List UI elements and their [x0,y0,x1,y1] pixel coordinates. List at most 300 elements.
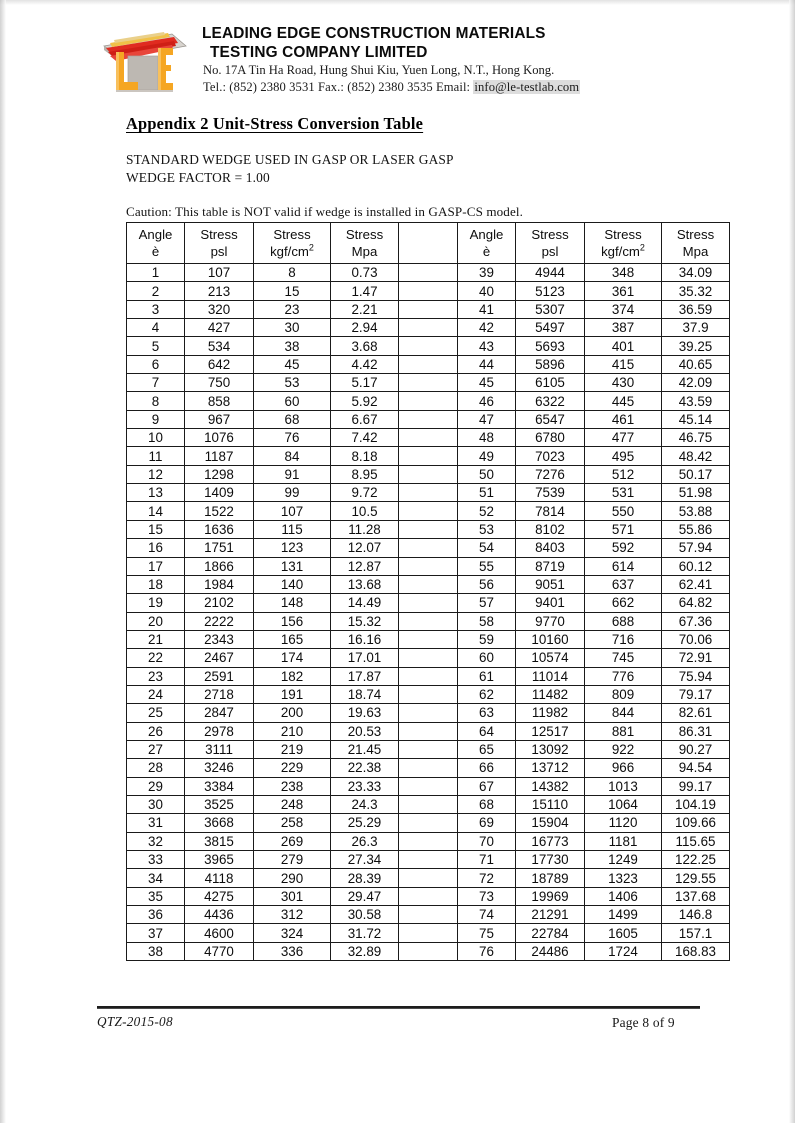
cell-right-angle: 47 [458,410,516,428]
table-row [127,355,730,373]
cell-spacer [399,942,458,960]
cell-left-psl: 642 [185,355,254,373]
cell-spacer [399,814,458,832]
table-row [127,851,730,869]
table-row [127,832,730,850]
cell-left-mpa: 3.68 [331,337,399,355]
cell-right-mpa: 36.59 [662,300,730,318]
header-angle-left [127,223,185,264]
cell-left-psl: 1751 [185,539,254,557]
cell-left-angle: 34 [127,869,185,887]
cell-left-mpa: 30.58 [331,906,399,924]
unit-stress-conversion-table [126,222,730,961]
cell-right-angle: 76 [458,942,516,960]
header-kgf-left-top: Stress [273,227,311,242]
table-row [127,667,730,685]
cell-left-kgf: 38 [254,337,331,355]
cell-left-kgf: 269 [254,832,331,850]
cell-right-mpa: 64.82 [662,594,730,612]
company-email-link[interactable]: info@le-testlab.com [474,80,580,94]
cell-right-mpa: 109.66 [662,814,730,832]
header-angle-right-unit: è [482,244,491,259]
cell-right-mpa: 50.17 [662,465,730,483]
header-mpa-left-top: Stress [345,227,384,242]
cell-left-angle: 19 [127,594,185,612]
pavilion-logo-icon [94,26,190,98]
cell-spacer [399,447,458,465]
header-angle-right-top: Angle [469,227,504,242]
cell-right-psl: 15904 [516,814,585,832]
cell-right-angle: 74 [458,906,516,924]
cell-left-kgf: 279 [254,851,331,869]
cell-left-mpa: 28.39 [331,869,399,887]
cell-spacer [399,795,458,813]
cell-left-psl: 107 [185,264,254,282]
cell-right-kgf: 387 [585,319,662,337]
cell-spacer [399,557,458,575]
cell-right-kgf: 1120 [585,814,662,832]
cell-left-angle: 13 [127,484,185,502]
cell-spacer [399,484,458,502]
cell-right-mpa: 51.98 [662,484,730,502]
cell-right-psl: 13712 [516,759,585,777]
cell-right-angle: 64 [458,722,516,740]
cell-right-psl: 6547 [516,410,585,428]
table-row [127,465,730,483]
cell-right-angle: 75 [458,924,516,942]
cell-right-mpa: 46.75 [662,429,730,447]
cell-left-angle: 30 [127,795,185,813]
cell-right-mpa: 99.17 [662,777,730,795]
cell-left-kgf: 219 [254,740,331,758]
cell-right-angle: 40 [458,282,516,300]
table-row [127,906,730,924]
cell-spacer [399,777,458,795]
scan-edge-top [0,0,795,5]
cell-left-psl: 320 [185,300,254,318]
cell-left-angle: 35 [127,887,185,905]
cell-right-mpa: 57.94 [662,539,730,557]
cell-right-mpa: 129.55 [662,869,730,887]
cell-left-mpa: 19.63 [331,704,399,722]
cell-spacer [399,649,458,667]
cell-right-mpa: 72.91 [662,649,730,667]
cell-left-mpa: 5.17 [331,374,399,392]
cell-left-psl: 2591 [185,667,254,685]
header-kgf-right-unit: kgf/cm [601,244,640,259]
table-row [127,429,730,447]
cell-left-kgf: 290 [254,869,331,887]
cell-right-psl: 13092 [516,740,585,758]
cell-left-angle: 17 [127,557,185,575]
cell-left-angle: 27 [127,740,185,758]
table-row [127,374,730,392]
cell-left-kgf: 140 [254,575,331,593]
cell-right-angle: 63 [458,704,516,722]
cell-left-angle: 33 [127,851,185,869]
company-contact-line [202,79,580,96]
cell-spacer [399,465,458,483]
cell-right-mpa: 39.25 [662,337,730,355]
cell-left-psl: 1187 [185,447,254,465]
header-psl-left-unit: psl [210,244,228,259]
cell-left-angle: 23 [127,667,185,685]
cell-left-mpa: 17.87 [331,667,399,685]
cell-right-mpa: 115.65 [662,832,730,850]
cell-spacer [399,851,458,869]
cell-left-psl: 1866 [185,557,254,575]
header-angle-left-unit: è [151,244,160,259]
cell-left-kgf: 23 [254,300,331,318]
cell-right-kgf: 922 [585,740,662,758]
table-row [127,575,730,593]
cell-right-psl: 10160 [516,630,585,648]
cell-left-psl: 3384 [185,777,254,795]
cell-right-psl: 19969 [516,887,585,905]
cell-right-angle: 44 [458,355,516,373]
cell-left-angle: 31 [127,814,185,832]
cell-right-angle: 39 [458,264,516,282]
cell-right-kgf: 495 [585,447,662,465]
cell-left-psl: 1076 [185,429,254,447]
cell-left-mpa: 11.28 [331,520,399,538]
cell-left-angle: 20 [127,612,185,630]
cell-right-kgf: 966 [585,759,662,777]
table-row [127,319,730,337]
cell-left-psl: 2222 [185,612,254,630]
cell-right-psl: 8719 [516,557,585,575]
header-spacer [399,223,458,264]
cell-left-kgf: 15 [254,282,331,300]
cell-right-kgf: 844 [585,704,662,722]
cell-right-psl: 11982 [516,704,585,722]
cell-left-mpa: 8.18 [331,447,399,465]
cell-left-psl: 3668 [185,814,254,832]
cell-left-psl: 534 [185,337,254,355]
cell-left-kgf: 76 [254,429,331,447]
cell-right-psl: 24486 [516,942,585,960]
cell-left-angle: 12 [127,465,185,483]
cell-left-kgf: 248 [254,795,331,813]
cell-right-angle: 56 [458,575,516,593]
cell-right-psl: 21291 [516,906,585,924]
cell-right-kgf: 776 [585,667,662,685]
cell-right-mpa: 60.12 [662,557,730,575]
header-psl-right-unit: psl [541,244,559,259]
table-row [127,924,730,942]
cell-left-psl: 2718 [185,685,254,703]
cell-right-psl: 5896 [516,355,585,373]
cell-right-angle: 46 [458,392,516,410]
cell-right-psl: 6105 [516,374,585,392]
cell-left-psl: 213 [185,282,254,300]
cell-left-angle: 38 [127,942,185,960]
cell-right-psl: 7276 [516,465,585,483]
cell-right-mpa: 79.17 [662,685,730,703]
cell-right-angle: 48 [458,429,516,447]
cell-spacer [399,612,458,630]
cell-right-mpa: 146.8 [662,906,730,924]
cell-spacer [399,594,458,612]
conversion-table-container [126,222,716,961]
cell-right-angle: 42 [458,319,516,337]
cell-left-kgf: 68 [254,410,331,428]
cell-right-kgf: 430 [585,374,662,392]
cell-left-kgf: 99 [254,484,331,502]
cell-right-psl: 11482 [516,685,585,703]
cell-right-kgf: 1724 [585,942,662,960]
cell-right-mpa: 40.65 [662,355,730,373]
cell-right-kgf: 637 [585,575,662,593]
cell-left-kgf: 191 [254,685,331,703]
table-row [127,264,730,282]
cell-right-psl: 9770 [516,612,585,630]
cell-right-kgf: 477 [585,429,662,447]
cell-left-psl: 967 [185,410,254,428]
cell-left-kgf: 312 [254,906,331,924]
cell-right-psl: 5693 [516,337,585,355]
cell-right-kgf: 1249 [585,851,662,869]
table-row [127,447,730,465]
cell-right-angle: 69 [458,814,516,832]
table-row [127,300,730,318]
cell-right-mpa: 90.27 [662,740,730,758]
cell-right-kgf: 374 [585,300,662,318]
cell-right-psl: 10574 [516,649,585,667]
cell-left-kgf: 156 [254,612,331,630]
table-row [127,392,730,410]
cell-left-mpa: 23.33 [331,777,399,795]
cell-right-kgf: 401 [585,337,662,355]
cell-left-kgf: 8 [254,264,331,282]
table-row [127,649,730,667]
cell-left-psl: 2978 [185,722,254,740]
cell-spacer [399,355,458,373]
cell-left-angle: 8 [127,392,185,410]
cell-spacer [399,869,458,887]
cell-spacer [399,374,458,392]
cell-left-kgf: 210 [254,722,331,740]
cell-right-mpa: 34.09 [662,264,730,282]
cell-right-mpa: 104.19 [662,795,730,813]
cell-right-kgf: 592 [585,539,662,557]
table-row [127,869,730,887]
cell-left-mpa: 10.5 [331,502,399,520]
cell-left-angle: 7 [127,374,185,392]
cell-left-mpa: 5.92 [331,392,399,410]
cell-left-kgf: 148 [254,594,331,612]
cell-left-kgf: 107 [254,502,331,520]
table-row [127,520,730,538]
cell-left-mpa: 12.87 [331,557,399,575]
page-title: Appendix 2 Unit-Stress Conversion Table [126,114,424,133]
cell-spacer [399,924,458,942]
cell-left-mpa: 12.07 [331,539,399,557]
table-row [127,502,730,520]
cell-left-angle: 2 [127,282,185,300]
footer-divider [97,1006,700,1009]
header-psl-left [185,223,254,264]
table-body [127,264,730,961]
cell-right-kgf: 809 [585,685,662,703]
table-row [127,685,730,703]
cell-right-mpa: 37.9 [662,319,730,337]
cell-spacer [399,740,458,758]
caution-note: Caution: This table is NOT valid if wedge is installed in GASP-CS model. [126,204,523,219]
header-psl-right [516,223,585,264]
header-mpa-right-unit: Mpa [682,244,709,259]
cell-right-mpa: 48.42 [662,447,730,465]
table-row [127,410,730,428]
cell-left-angle: 15 [127,520,185,538]
cell-left-angle: 28 [127,759,185,777]
cell-right-psl: 4944 [516,264,585,282]
cell-left-kgf: 131 [254,557,331,575]
cell-right-psl: 15110 [516,795,585,813]
cell-right-kgf: 348 [585,264,662,282]
cell-left-angle: 36 [127,906,185,924]
cell-left-kgf: 174 [254,649,331,667]
cell-right-psl: 5123 [516,282,585,300]
cell-left-angle: 24 [127,685,185,703]
footer-page-number: Page 8 of 9 [612,1015,675,1030]
cell-left-mpa: 15.32 [331,612,399,630]
cell-left-angle: 22 [127,649,185,667]
table-row [127,722,730,740]
cell-spacer [399,410,458,428]
scan-edge-left [0,0,6,1123]
cell-right-psl: 7023 [516,447,585,465]
cell-spacer [399,319,458,337]
cell-left-psl: 3246 [185,759,254,777]
cell-left-kgf: 123 [254,539,331,557]
cell-left-angle: 25 [127,704,185,722]
cell-right-kgf: 614 [585,557,662,575]
cell-right-angle: 51 [458,484,516,502]
cell-right-kgf: 361 [585,282,662,300]
cell-left-psl: 858 [185,392,254,410]
cell-right-kgf: 1499 [585,906,662,924]
cell-spacer [399,887,458,905]
cell-spacer [399,759,458,777]
cell-right-psl: 8102 [516,520,585,538]
cell-spacer [399,704,458,722]
cell-left-psl: 4118 [185,869,254,887]
cell-left-mpa: 6.67 [331,410,399,428]
cell-right-mpa: 157.1 [662,924,730,942]
company-details [202,22,580,96]
cell-spacer [399,264,458,282]
cell-left-psl: 4770 [185,942,254,960]
table-row [127,942,730,960]
cell-left-mpa: 24.3 [331,795,399,813]
cell-left-angle: 9 [127,410,185,428]
header-kgf-left-exponent: 2 [308,242,314,253]
table-row [127,539,730,557]
cell-left-psl: 427 [185,319,254,337]
cell-left-kgf: 60 [254,392,331,410]
cell-right-mpa: 86.31 [662,722,730,740]
table-row [127,337,730,355]
header-kgf-right-top: Stress [604,227,642,242]
header-psl-left-top: Stress [200,227,238,242]
cell-right-angle: 53 [458,520,516,538]
cell-left-angle: 14 [127,502,185,520]
cell-left-psl: 1409 [185,484,254,502]
cell-spacer [399,685,458,703]
cell-left-psl: 3525 [185,795,254,813]
cell-left-mpa: 26.3 [331,832,399,850]
table-row [127,594,730,612]
table-row [127,557,730,575]
cell-right-mpa: 53.88 [662,502,730,520]
cell-right-kgf: 571 [585,520,662,538]
cell-left-psl: 3111 [185,740,254,758]
company-address: No. 17A Tin Ha Road, Hung Shui Kiu, Yuen Long, N.T., Hong Kong. [203,63,555,77]
cell-left-kgf: 229 [254,759,331,777]
cell-right-psl: 6780 [516,429,585,447]
cell-left-mpa: 0.73 [331,264,399,282]
cell-left-angle: 5 [127,337,185,355]
cell-right-angle: 50 [458,465,516,483]
cell-left-kgf: 165 [254,630,331,648]
cell-right-angle: 45 [458,374,516,392]
cell-left-psl: 3965 [185,851,254,869]
cell-right-mpa: 35.32 [662,282,730,300]
cell-right-psl: 9051 [516,575,585,593]
cell-right-mpa: 70.06 [662,630,730,648]
cell-left-angle: 18 [127,575,185,593]
cell-right-angle: 58 [458,612,516,630]
cell-left-angle: 11 [127,447,185,465]
letterhead [0,22,795,98]
cell-right-kgf: 512 [585,465,662,483]
cell-right-psl: 9401 [516,594,585,612]
cell-left-mpa: 32.89 [331,942,399,960]
cell-right-mpa: 168.83 [662,942,730,960]
cell-spacer [399,282,458,300]
cell-left-kgf: 30 [254,319,331,337]
cell-right-mpa: 122.25 [662,851,730,869]
cell-left-mpa: 2.21 [331,300,399,318]
cell-right-kgf: 531 [585,484,662,502]
cell-spacer [399,667,458,685]
header-kgf-left [254,223,331,264]
cell-left-angle: 29 [127,777,185,795]
cell-left-mpa: 16.16 [331,630,399,648]
cell-right-psl: 11014 [516,667,585,685]
wedge-note-line-1: STANDARD WEDGE USED IN GASP OR LASER GASP [126,152,454,167]
cell-left-psl: 1522 [185,502,254,520]
table-row [127,795,730,813]
table-row [127,887,730,905]
cell-left-psl: 2343 [185,630,254,648]
cell-right-kgf: 1605 [585,924,662,942]
cell-right-mpa: 43.59 [662,392,730,410]
cell-right-kgf: 745 [585,649,662,667]
cell-right-mpa: 42.09 [662,374,730,392]
cell-spacer [399,392,458,410]
cell-left-mpa: 22.38 [331,759,399,777]
cell-left-psl: 2467 [185,649,254,667]
table-row [127,612,730,630]
footer-document-code: QTZ-2015-08 [97,1014,173,1029]
cell-right-kgf: 1406 [585,887,662,905]
cell-left-mpa: 27.34 [331,851,399,869]
cell-right-angle: 70 [458,832,516,850]
header-angle-right [458,223,516,264]
cell-left-mpa: 8.95 [331,465,399,483]
